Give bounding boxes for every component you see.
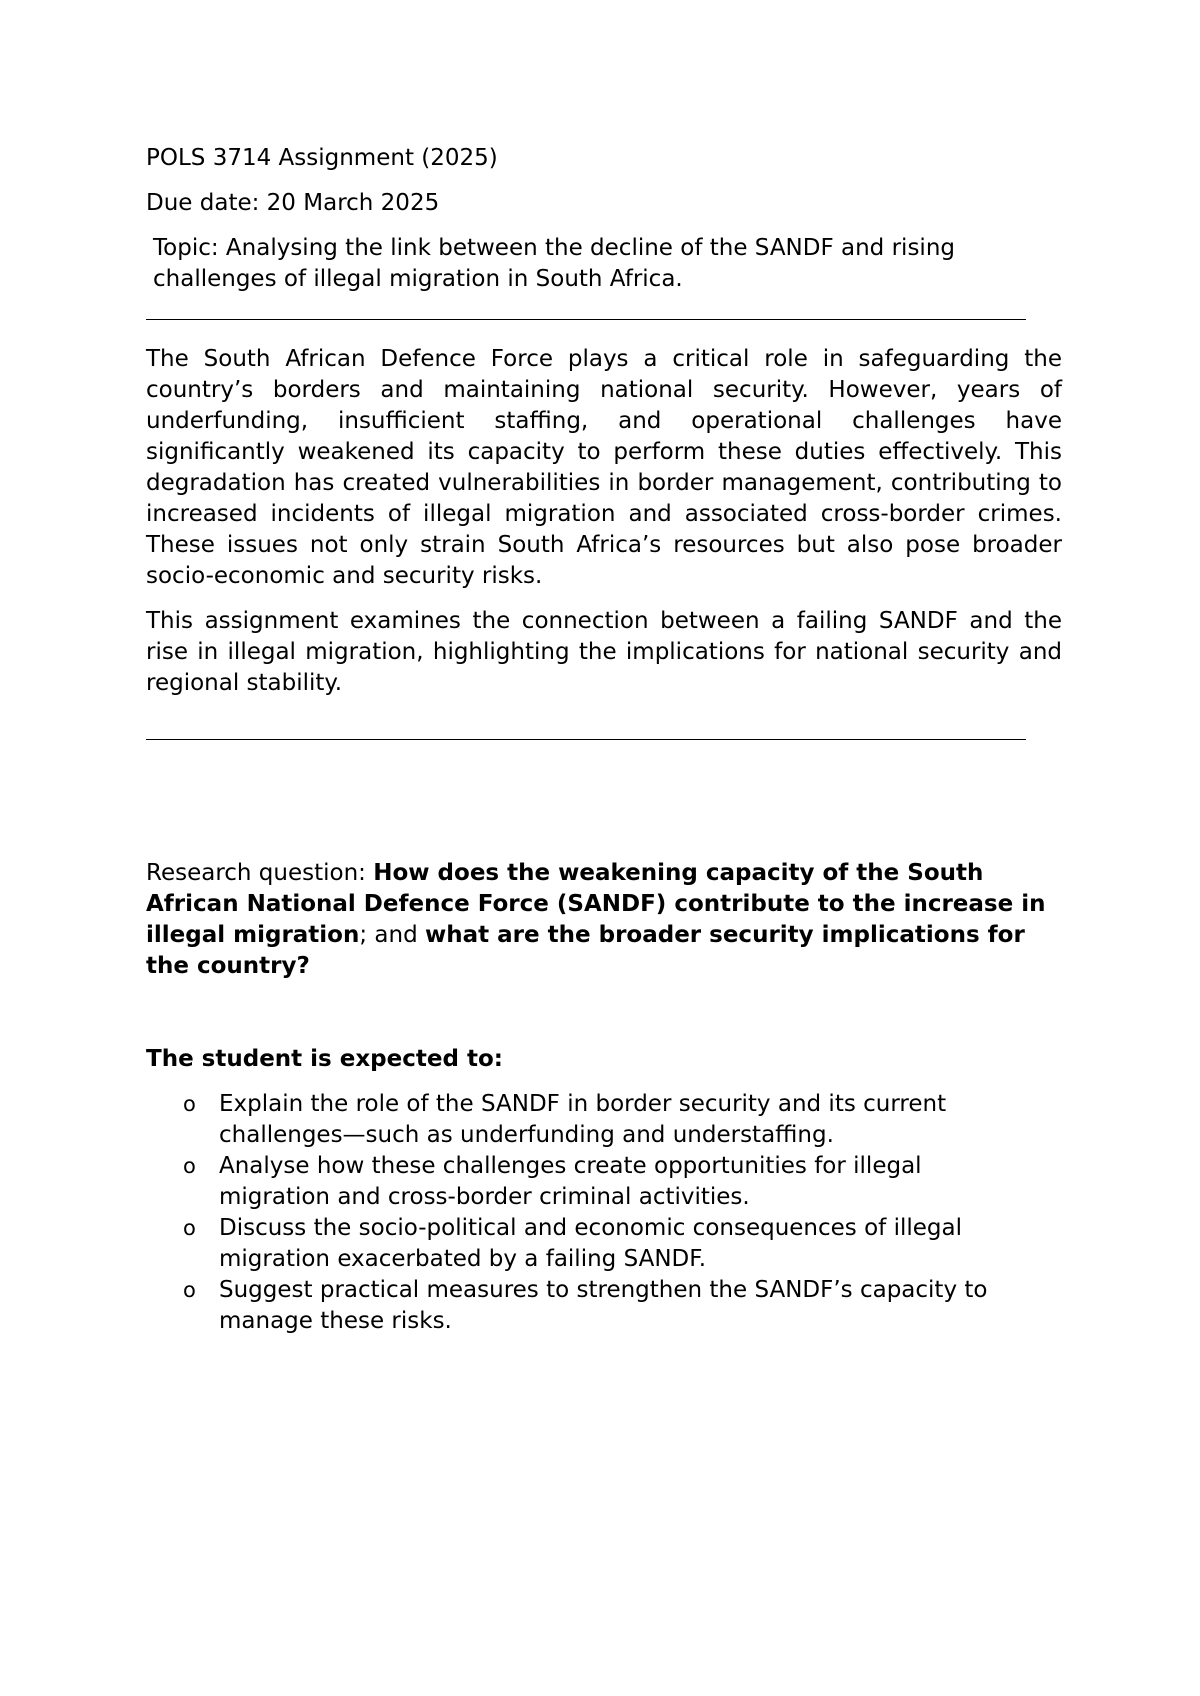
expectations-heading: The student is expected to: bbox=[146, 1046, 503, 1072]
research-question-part-2: what are the broader security implications for the country? bbox=[146, 922, 1025, 979]
list-item bbox=[146, 1275, 999, 1337]
expectations-list bbox=[146, 1089, 1062, 1337]
intro-paragraph-1: The South African Defence Force plays a critical role in safeguarding the country’s borders and maintaining national security. However, years of underfunding, insufficient staffing, and operational challenges have significantly weakened its capacity to perform these duties effectively. This degradation has created vulnerabilities in border management, contributing to increased incidents of illegal migration and associated cross-border crimes. These issues not only strain South Africa’s resources but also pose broader socio-economic and security risks. bbox=[146, 346, 1062, 589]
bullet-circle-icon: o bbox=[183, 1278, 196, 1302]
document-body bbox=[146, 143, 1062, 1337]
assignment-topic: Topic: Analysing the link between the decline of the SANDF and rising challenges of illegal migration in South Africa. bbox=[153, 235, 955, 292]
bullet-circle-icon: o bbox=[183, 1092, 196, 1116]
list-item-text: Suggest practical measures to strengthen the SANDF’s capacity to manage these risks. bbox=[219, 1277, 988, 1334]
due-date: Due date: 20 March 2025 bbox=[146, 190, 440, 216]
bullet-circle-icon: o bbox=[183, 1154, 196, 1178]
list-item-text: Analyse how these challenges create opportunities for illegal migration and cross-border criminal activities. bbox=[219, 1153, 922, 1210]
horizontal-rule-top bbox=[146, 319, 1026, 320]
list-item-text: Discuss the socio-political and economic consequences of illegal migration exacerbated by a failing SANDF. bbox=[219, 1215, 962, 1272]
assignment-title: POLS 3714 Assignment (2025) bbox=[146, 145, 498, 171]
research-question-label: Research question: bbox=[146, 860, 374, 886]
list-item-text: Explain the role of the SANDF in border security and its current challenges—such as underfunding and understaffing. bbox=[219, 1091, 947, 1148]
research-question bbox=[146, 858, 1062, 982]
intro-paragraph-2: This assignment examines the connection between a failing SANDF and the rise in illegal migration, highlighting the implications for national security and regional stability. bbox=[146, 608, 1062, 696]
bullet-circle-icon: o bbox=[183, 1216, 196, 1240]
research-question-part-1: How does the weakening capacity of the South African National Defence Force (SANDF) contribute to the increase in illegal migration bbox=[146, 860, 1046, 948]
list-item bbox=[146, 1151, 999, 1213]
list-item bbox=[146, 1213, 999, 1275]
horizontal-rule-bottom bbox=[146, 739, 1026, 740]
research-question-separator: ; and bbox=[359, 922, 426, 948]
list-item bbox=[146, 1089, 999, 1151]
